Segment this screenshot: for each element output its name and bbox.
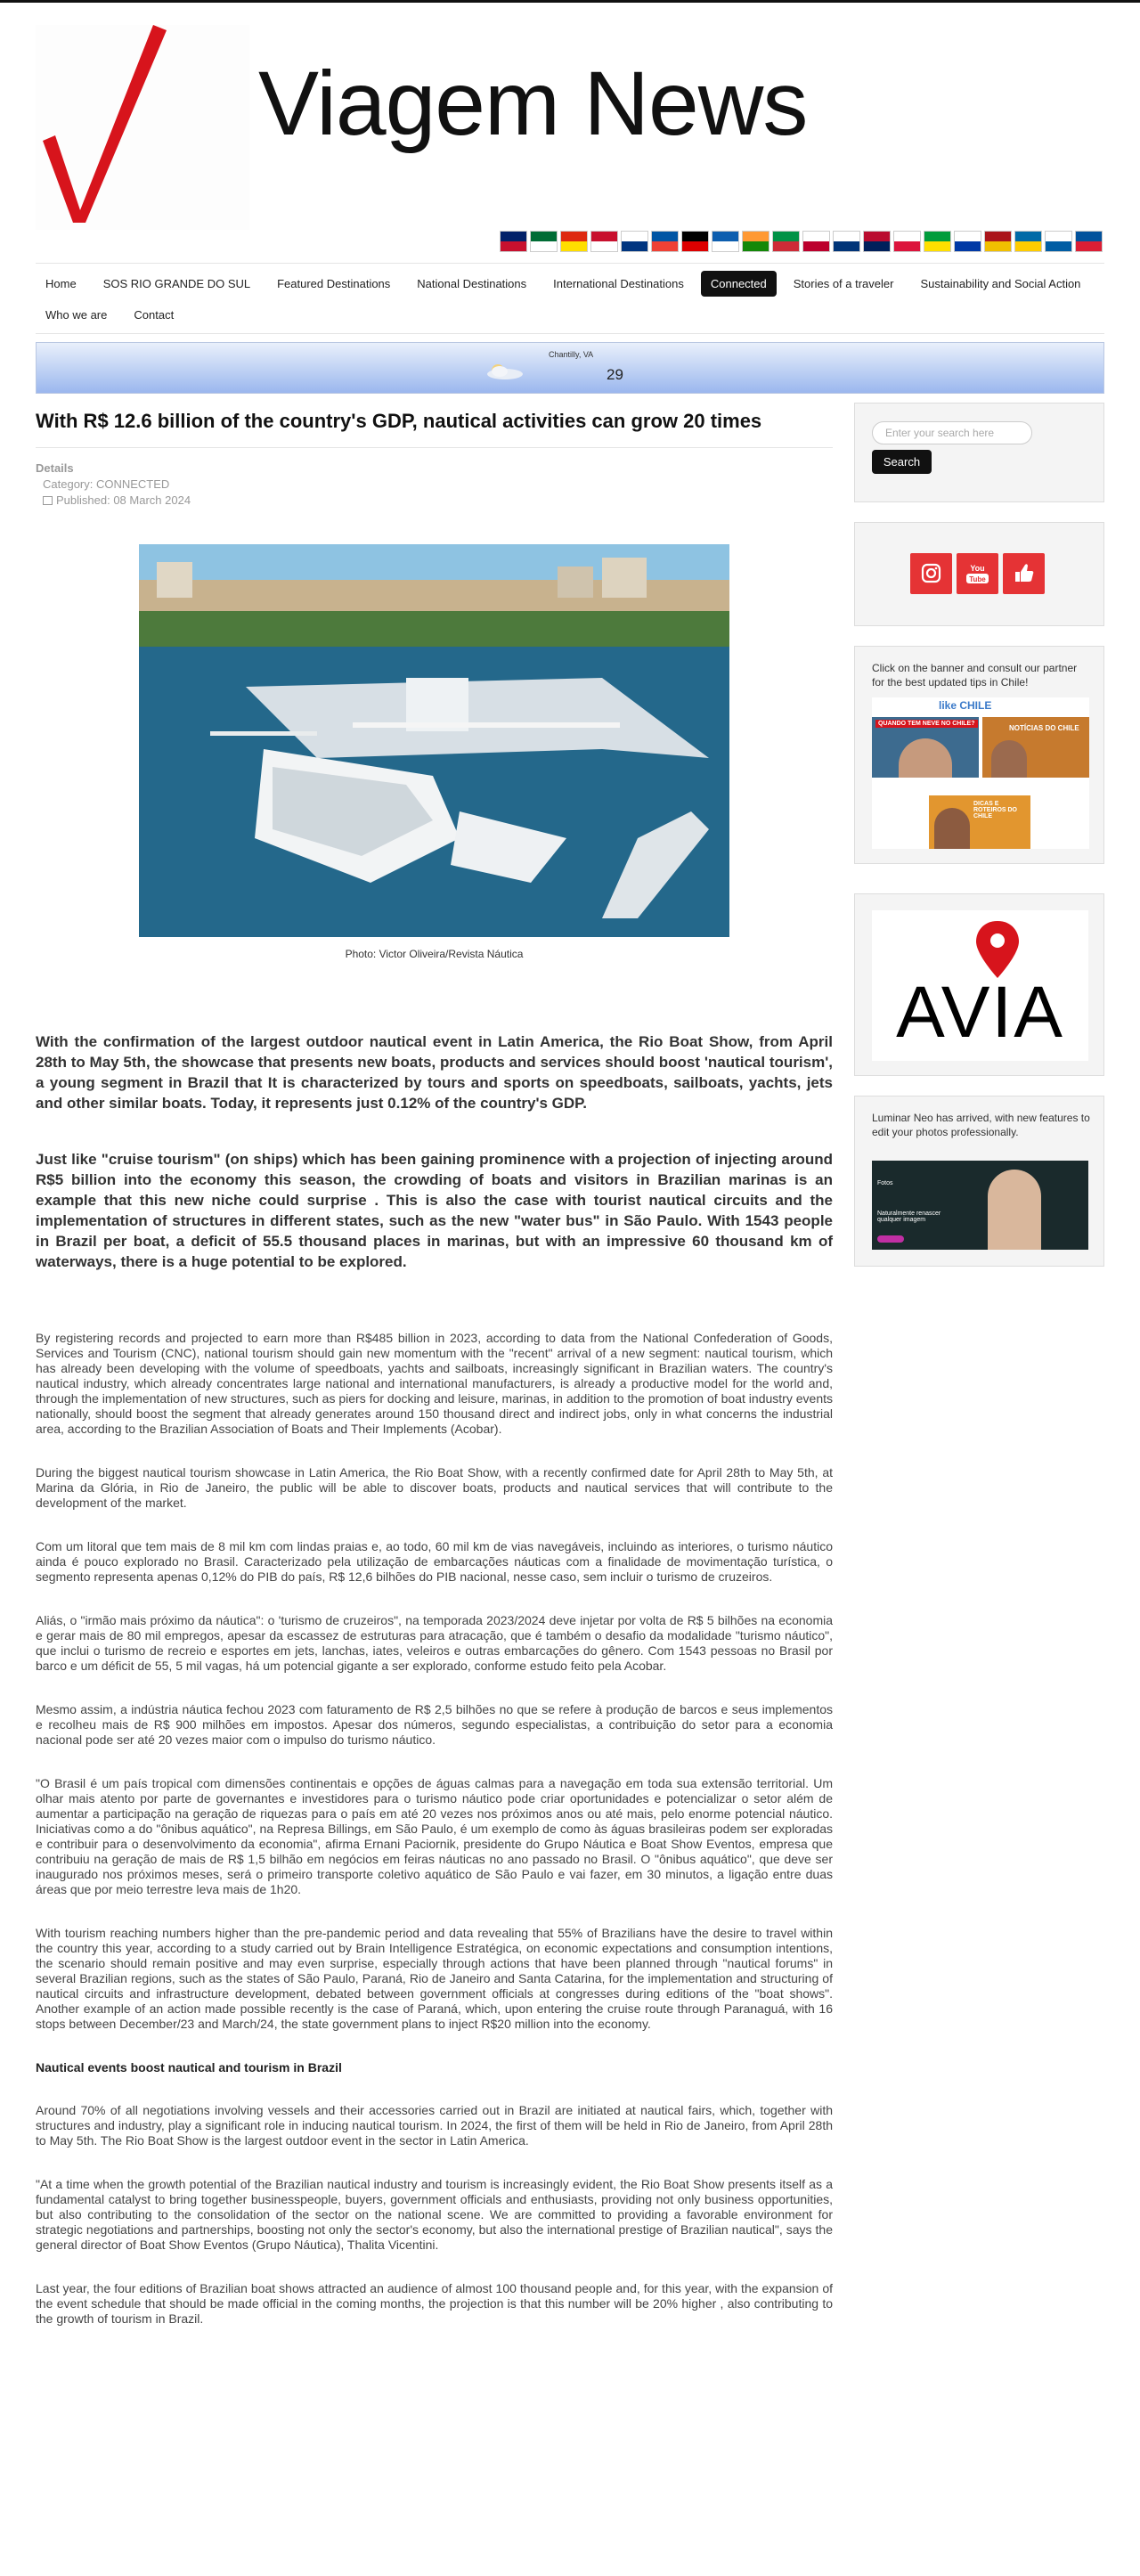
spanish-flag-icon[interactable] (984, 231, 1012, 252)
like-icon (1003, 553, 1045, 594)
nav-item-national-destinations[interactable]: National Destinations (417, 277, 527, 290)
youtube-button[interactable] (957, 553, 998, 594)
article-paragraph: Mesmo assim, a indústria náutica fechou 2023 com faturamento de R$ 2,5 bilhões no que se refere à produção de barcos e seus implementos e recolheu mais de R$ 900 milhões em impostos. Apesar dos números, segundo especialistas, a contribuição do setor para a economia nacional pode ser até 20 vezes maior com o impulso do turismo náutico. (36, 1702, 833, 1747)
avia-ad-module (854, 893, 1104, 1076)
article-subheading: Nautical events boost nautical and tourism in Brazil (36, 2060, 342, 2075)
chinese-flag-icon[interactable] (560, 231, 588, 252)
chile-thumb-2 (982, 717, 1089, 778)
article-paragraph: "At a time when the growth potential of the Brazilian nautical industry and tourism is increasingly evident, the Rio Boat Show presents itself as a fundamental catalyst to bring together businesspeople, buyers, government officials and enthusiasts, providing not only business opportunities, but also contributing to the consolidation of the sector on the national scene. We are committed to providing a favorable environment for strategic negotiations and partnerships, boosting not only the sector's economy, but also the international prestige of Brazilian nautical", says the general director of Boat Show Eventos (Grupo Náutica), Thalita Vicentini. (36, 2177, 833, 2252)
person-photo (899, 738, 952, 778)
person-photo (991, 740, 1027, 778)
icelandic-flag-icon[interactable] (1075, 231, 1103, 252)
article-lead-2: Just like "cruise tourism" (on ships) which has been gaining prominence with a projection of injecting around R$5 billion into the economy this season, the crowding of boats and visitors in Brazilian marinas is an example that this new niche could surprise . This is also the case with tourist nautical circuits and the implementation of structures in different states, such as the new "water bus" in São Paulo. With 1543 people in Brazil per boat, a deficit of 55.5 thousand places in marinas, but with an impressive 60 thousand km of waterways, there is a huge potential to be explored. (36, 1151, 833, 1270)
site-title[interactable]: Viagem News (258, 53, 808, 154)
nav-item-stories-of-a-traveler[interactable]: Stories of a traveler (793, 277, 894, 290)
finnish-flag-icon[interactable] (621, 231, 648, 252)
italian-flag-icon[interactable] (772, 231, 800, 252)
avia-banner[interactable] (872, 910, 1088, 1061)
article (36, 403, 833, 2327)
portuguese-flag-icon[interactable] (924, 231, 951, 252)
chile-partner-text: Click on the banner and consult our partner for the best updated tips in Chile! (872, 662, 1078, 689)
chile-thumb-2-label: NOTÍCIAS DO CHILE (1009, 724, 1079, 732)
photo-caption: Photo: Victor Oliveira/Revista Náutica (345, 948, 524, 960)
site-logo[interactable] (36, 25, 249, 230)
article-published-date: Published: 08 March 2024 (56, 493, 191, 507)
avia-logo: AVIA (896, 972, 1064, 1053)
nav-item-sos-rio-grande-do-sul[interactable]: SOS RIO GRANDE DO SUL (102, 277, 251, 290)
instagram-button[interactable] (910, 553, 952, 594)
marina-photo-illustration (139, 544, 729, 937)
svg-text:Tube: Tube (969, 575, 986, 583)
luminar-ad-line-2: Naturalmente renascer qualquer imagem (877, 1211, 941, 1223)
article-photo-figure (36, 544, 833, 960)
weather-temperature: 29 (607, 366, 623, 383)
hindi-flag-icon[interactable] (742, 231, 770, 252)
chile-thumb-3-label: DICAS E ROTEIROS DO CHILE (973, 801, 1018, 819)
polish-flag-icon[interactable] (893, 231, 921, 252)
search-input[interactable]: Enter your search here (872, 421, 1032, 444)
article-paragraph: During the biggest nautical tourism showcase in Latin America, the Rio Boat Show, with a recently confirmed date for April 28th to May 5th, at Marina da Glória, in Rio de Janeiro, the public will be able to discover boats, products and nautical services that will contribute to the development of the market. (36, 1465, 833, 1510)
like-button[interactable] (1003, 553, 1045, 594)
russian-flag-icon[interactable] (954, 231, 981, 252)
language-flags (500, 231, 1103, 252)
instagram-icon (910, 553, 952, 594)
article-paragraph: Aliás, o "irmão mais próximo da náutica": o 'turismo de cruzeiros", na temporada 2023/2024 deve injetar por volta de R$ 5 bilhões na economia e gerar mais de 80 mil empregos, apesar da escassez de estruturas para atracação, que é também o desafio da modalidade "turismo náutico", que inclui o turismo de recreio e esportes em jets, lanchas, iates, veleiros e outras embarcações do gênero. Com 1543 pessoas no Brasil por barco e um déficit de 55, 5 mil vagas, há um potencial gigante a ser explorado, conforme estudo feito pela Acobar. (36, 1613, 833, 1673)
chile-thumb-3 (929, 795, 1030, 849)
slovenian-flag-icon[interactable] (1045, 231, 1072, 252)
article-lead-1: With the confirmation of the largest outdoor nautical event in Latin America, the Rio Boat Show, from April 28th to May 5th, the showcase that presents new boats, products and services should boost 'nautical tourism', a young segment in Brazil that It is characterized by tours and sports on speedboats, sailboats, yachts, jets and other similar boats. Today, it represents just 0.12% of the country's GDP. (36, 1033, 833, 1112)
chile-partner-module (854, 646, 1104, 864)
luminar-banner[interactable] (872, 1161, 1088, 1250)
article-details (36, 461, 833, 509)
search-button[interactable]: Search (872, 450, 932, 474)
search-module (854, 403, 1104, 502)
article-category: Category: CONNECTED (43, 477, 170, 491)
luminar-ad-line-1: Fotos (877, 1180, 893, 1186)
nav-item-featured-destinations[interactable]: Featured Destinations (277, 277, 391, 290)
greek-flag-icon[interactable] (712, 231, 739, 252)
english-flag-icon[interactable] (500, 231, 527, 252)
article-paragraph: Around 70% of all negotiations involving vessels and their accessories carried out in Brazil are initiated at nautical fairs, which, together with structures and industry, play a significant role in inducing nautical tourism. In 2024, the first of them will be held in Rio de Janeiro, from April 28th to May 5th. The Rio Boat Show is the largest outdoor event in the sector in Latin America. (36, 2103, 833, 2148)
arabic-flag-icon[interactable] (530, 231, 558, 252)
svg-text:You: You (970, 564, 985, 573)
partly-cloudy-icon (482, 363, 526, 380)
article-paragraph: "O Brasil é um país tropical com dimensões continentais e opções de águas calmas para a navegação em toda sua extensão territorial. Um olhar mais atento por parte de governantes e investidores para o turismo náutico pode criar oportunidades e potencializar o setor além de aumentar a participação na geração de riquezas para o país em até 20 vezes nos próximos anos ou até mais, pelo enorme potencial náutico. Iniciativas como a do "ônibus aquático", na Represa Billings, em São Paulo, é um exemplo de como às águas brasileiras podem ser exploradas e contribuir para o desenvolvimento da economia", afirma Ernani Paciornik, presidente do Grupo Náutica e Boat Show Eventos, empresa que contribuiu na geração de mais de R$ 1,5 bilhão em negócios em feiras náuticas no ano passado no Brasil. O "ônibus aquático", que deve ser inaugurado nos próximos meses, será o primeiro transporte coletivo aquático de São Paulo e vai fazer, em 30 minutos, a ligação entre duas áreas que por meio terrestre leva mais de 1h20. (36, 1776, 833, 1896)
article-paragraph: Com um litoral que tem mais de 8 mil km com lindas praias e, ao todo, 60 mil km de vias navegáveis, incluindo as interiores, o turismo náutico ainda é pouco explorado no Brasil. Caracterizado pela utilização de embarcações náuticas com a finalidade de movimentação turística, o segmento representa apenas 0,12% do PIB do país, R$ 12,6 bilhões do PIB nacional, nesse caso, sem incluir o turismo de cruzeiros. (36, 1539, 833, 1584)
social-module (854, 522, 1104, 626)
nav-item-sustainability-and-social-action[interactable]: Sustainability and Social Action (920, 277, 1081, 290)
top-border (0, 0, 1140, 3)
person-photo (934, 808, 970, 849)
korean-flag-icon[interactable] (833, 231, 860, 252)
checkmark-logo-icon (36, 25, 249, 230)
article-title: With R$ 12.6 billion of the country's GDP, nautical activities can grow 20 times (36, 403, 833, 448)
chile-thumb-1 (872, 717, 979, 778)
french-flag-icon[interactable] (651, 231, 679, 252)
luminar-cta (877, 1235, 904, 1243)
nav-item-international-destinations[interactable]: International Destinations (553, 277, 684, 290)
main-navigation (36, 263, 1104, 334)
chile-thumb-1-label: QUANDO TEM NEVE NO CHILE? (875, 720, 978, 728)
woman-photo (988, 1170, 1041, 1250)
nav-item-contact[interactable]: Contact (134, 308, 175, 322)
chile-logo: like CHILE (939, 699, 992, 712)
youtube-icon (957, 553, 998, 594)
article-paragraph: Last year, the four editions of Brazilian boat shows attracted an audience of almost 100 thousand people and, for this year, with the expansion of the event schedule that should be made official in the coming months, the projection is that this number will be 20% higher , also contributing to the growth of tourism in Brazil. (36, 2281, 833, 2326)
german-flag-icon[interactable] (681, 231, 709, 252)
article-paragraph: With tourism reaching numbers higher than the pre-pandemic period and data revealing that 55% of Brazilians have the desire to travel within the country this year, according to a study carried out by Brain Intelligence Estratégica, on economic expectations and consumption intentions, the scenario should remain positive and may even surprise, especially through actions that have been planned through "nautical forums" in several Brazilian regions, such as the states of São Paulo, Paraná, Rio de Janeiro and Santa Catarina, for the implementation and structuring of nautical circuits and infrastructure development, debated between government officials at congresses during editions of the "boat shows". Another example of an action made possible recently is the case of Paraná, which, upon entering the cruise route through Paranaguá, with 16 stops between December/23 and March/24, the state government plans to inject R$20 million into the economy. (36, 1926, 833, 2031)
article-paragraph: By registering records and projected to earn more than R$485 billion in 2023, according to data from the National Confederation of Goods, Services and Tourism (CNC), national tourism should gain new momentum with the "recent" arrival of a new segment: nautical tourism, which has already been developing with the volume of speedboats, yachts and sailboats, increasingly significant in Brazilian waters. The country's nautical industry, which already concentrates large national and international manufacturers, is already a productive model for the world and, through the implementation of new structures, such as piers for docking and leisure, marinas, in addition to the promotion of boat industry events nationally, should boost the segment that already generates around 150 thousand direct and indirect jobs, only in what concerns the industrial area, according to the Brazilian Association of Boats and Their Implements (Acobar). (36, 1331, 833, 1436)
weather-widget[interactable] (36, 342, 1104, 394)
article-published-row (36, 493, 833, 509)
details-label: Details (36, 461, 74, 475)
nav-item-connected[interactable]: Connected (701, 271, 777, 297)
norwegian-flag-icon[interactable] (863, 231, 891, 252)
nav-item-who-we-are[interactable]: Who we are (45, 308, 108, 322)
nav-item-home[interactable]: Home (45, 277, 77, 290)
calendar-icon (43, 496, 53, 505)
danish-flag-icon[interactable] (590, 231, 618, 252)
chile-partner-banner[interactable] (872, 697, 1089, 849)
swedish-flag-icon[interactable] (1014, 231, 1042, 252)
weather-location: Chantilly, VA (549, 350, 594, 359)
japanese-flag-icon[interactable] (802, 231, 830, 252)
luminar-ad-module (854, 1096, 1104, 1267)
luminar-text: Luminar Neo has arrived, with new features to edit your photos professionally. (872, 1112, 1090, 1138)
article-photo (139, 544, 729, 937)
